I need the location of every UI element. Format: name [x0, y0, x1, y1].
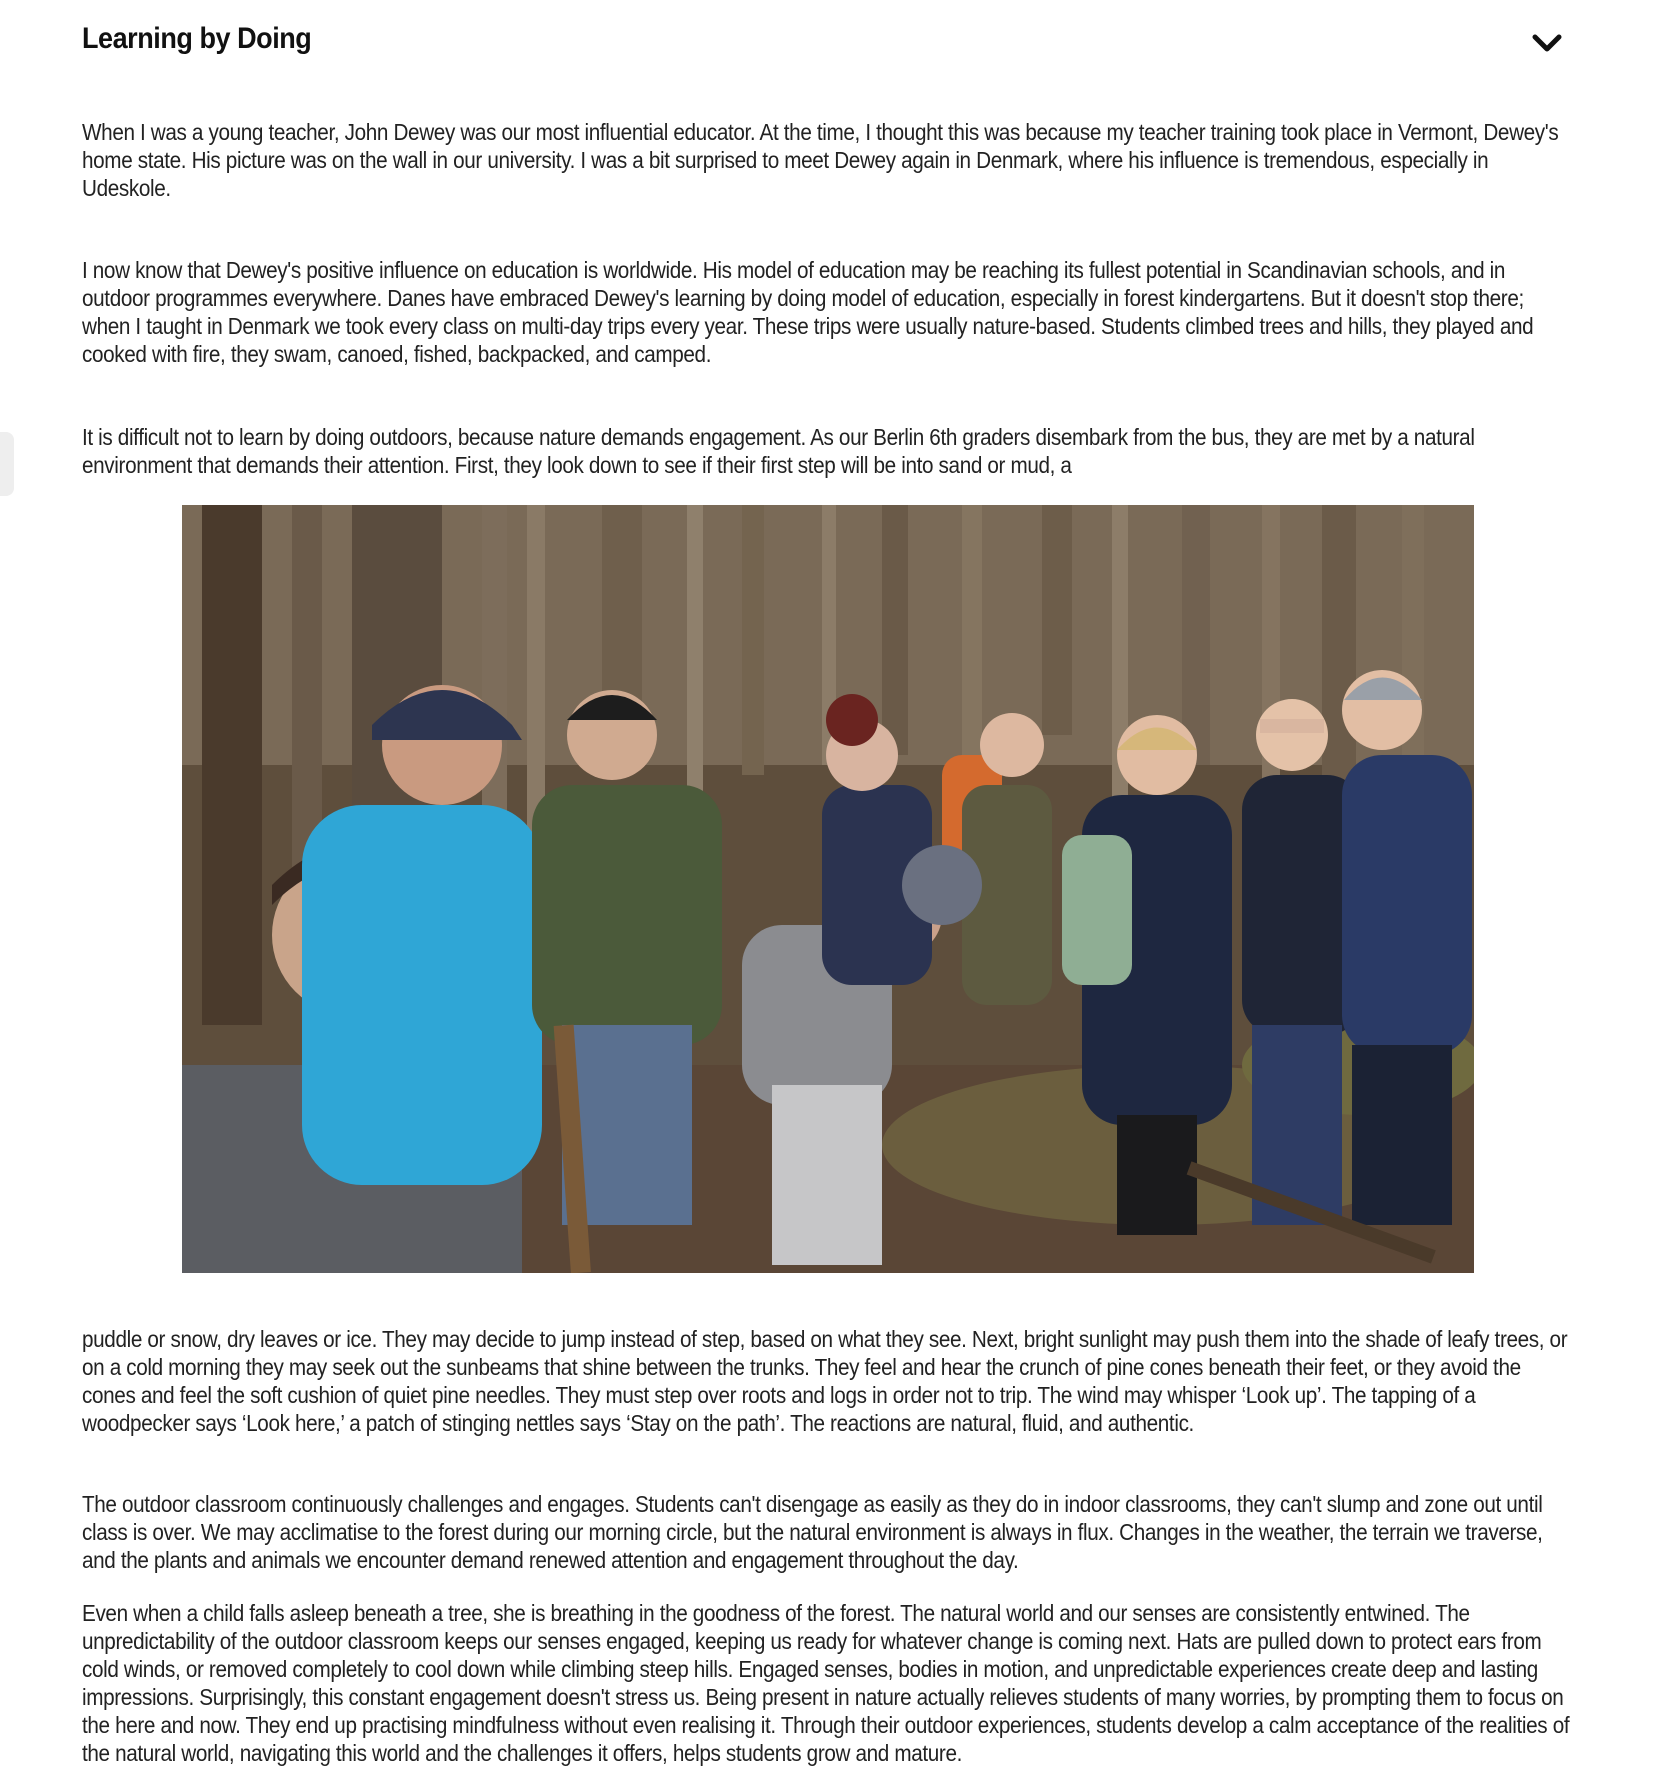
article — [82, 0, 1572, 1766]
paragraph-2: I now know that Dewey's positive influence on education is worldwide. His model of education may be reaching its fullest potential in Scandinavian schools, and in outdoor programmes everywhere. Danes have embraced Dewey's learning by doing model of education, especially in forest kindergartens. But it doesn't stop there; when I taught in Denmark we took every class on multi-day trips every year. These trips were usually nature-based. Students climbed trees and hills, they played and cooked with fire, they swam, canoed, fished, backpacked, and camped. — [82, 257, 1534, 367]
article-header — [82, 0, 1572, 88]
paragraph-1: When I was a young teacher, John Dewey was our most influential educator. At the time, I thought this was because my teacher training took place in Vermont, Dewey's home state. His picture was on the wall in our university. I was a bit surprised to meet Dewey again in Denmark, where his influence is tremendous, especially in Udeskole. — [82, 119, 1559, 201]
paragraph-4: puddle or snow, dry leaves or ice. They may decide to jump instead of step, based on what they see. Next, bright sunlight may push them into the shade of leafy trees, or on a cold morning they may seek out the sunbeams that shine between the trunks. They feel and hear the crunch of pine cones beneath their feet, or they avoid the cones and feel the soft cushion of quiet pine needles. They must step over roots and logs in order not to trip. The wind may whisper ‘Look up’. The tapping of a woodpecker says ‘Look here,’ a patch of stinging nettles says ‘Stay on the path’. The reactions are natural, fluid, and authentic. — [82, 1326, 1568, 1436]
paragraph-3: It is difficult not to learn by doing outdoors, because nature demands engagement. As our Berlin 6th graders disembark from the bus, they are met by a natural environment that demands their attention. First, they look down to see if their first step will be into sand or mud, a — [82, 424, 1475, 478]
forest-group-photo — [182, 505, 1474, 1273]
side-drawer-tab[interactable] — [0, 432, 14, 496]
chevron-down-icon[interactable] — [1530, 26, 1564, 60]
paragraph-5: The outdoor classroom continuously challenges and engages. Students can't disengage as easily as they do in indoor classrooms, they can't slump and zone out until class is over. We may acclimatise to the forest during our morning circle, but the natural environment is always in flux. Changes in the weather, the terrain we traverse, and the plants and animals we encounter demand renewed attention and engagement throughout the day. — [82, 1491, 1543, 1573]
article-title: Learning by Doing — [82, 22, 312, 55]
paragraph-6: Even when a child falls asleep beneath a tree, she is breathing in the goodness of the forest. The natural world and our senses are consistently entwined. The unpredictability of the outdoor classroom keeps our senses engaged, keeping us ready for whatever change is coming next. Hats are pulled down to protect ears from cold winds, or removed completely to cool down while climbing steep hills. Engaged senses, bodies in motion, and unpredictable experiences create deep and lasting impressions. Surprisingly, this constant engagement doesn't stress us. Being present in nature actually relieves students of many worries, by prompting them to focus on the here and now. They end up practising mindfulness without even realising it. Through their outdoor experiences, students develop a calm acceptance of the realities of the natural world, navigating this world and the challenges it offers, helps students grow and mature. — [82, 1600, 1570, 1766]
